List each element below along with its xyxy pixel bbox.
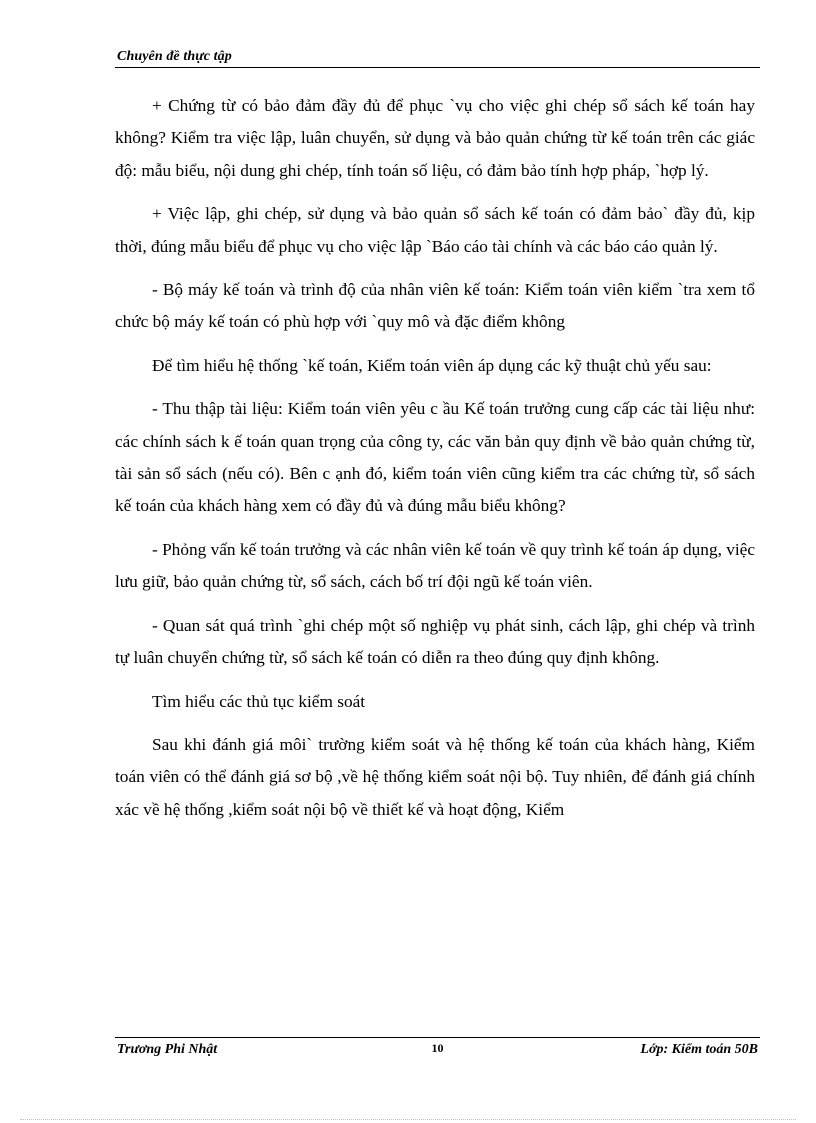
paragraph: - Quan sát quá trình `ghi chép một số nghiệp vụ phát sinh, cách lập, ghi chép và trình tự luân chuyển chứng từ, sổ sách kế toán có diễn ra theo đúng quy định không. xyxy=(115,615,755,668)
page-edge-divider xyxy=(20,1119,796,1120)
paragraph: + Việc lập, ghi chép, sử dụng và bảo quản sổ sách kế toán có đảm bảo` đầy đủ, kịp thời, đúng mẫu biểu để phục vụ cho việc lập `Báo cáo tài chính và các báo cáo quản lý. xyxy=(115,204,755,256)
paragraph: - Thu thập tài liệu: Kiểm toán viên yêu c ầu Kế toán trưởng cung cấp các tài liệu như: các chính sách k ế toán quan trọng của công ty, các văn bản quy định về bảo quản chứng từ, tài sản sổ sách (nếu có). Bên c ạnh đó, kiểm toán viên cũng kiểm tra các chứng từ, sổ sách kế toán của khách hàng xem có đầy đủ và đúng mẫu biểu không? xyxy=(115,399,755,516)
page-header xyxy=(115,47,760,68)
section-heading: Tìm hiểu các thủ tục kiểm soát xyxy=(152,691,366,711)
paragraph: - Phỏng vấn kế toán trưởng và các nhân viên kế toán về quy trình kế toán áp dụng, việc lưu giữ, bảo quản chứng từ, sổ sách, cách bố trí đội ngũ kế toán viên. xyxy=(115,539,756,592)
document-body xyxy=(115,90,755,837)
header-title: Chuyên đề thực tập xyxy=(117,49,232,64)
paragraph: Để tìm hiểu hệ thống `kế toán, Kiểm toán viên áp dụng các kỹ thuật chủ yếu sau: xyxy=(152,355,712,375)
footer-author: Trương Phi Nhật xyxy=(117,1042,218,1057)
page-footer xyxy=(115,1037,760,1066)
paragraph: Sau khi đánh giá môi` trường kiểm soát và hệ thống kế toán của khách hàng, Kiểm toán viên có thể đánh giá sơ bộ ,về hệ thống kiểm soát nội bộ. Tuy nhiên, để đánh giá chính xác về hệ thống ,kiểm soát nội bộ về thiết kế và hoạt động, Kiểm xyxy=(115,734,755,819)
page-number: 10 xyxy=(431,1041,444,1055)
paragraph: + Chứng từ có bảo đảm đầy đủ để phục `vụ cho việc ghi chép sổ sách kế toán hay không? Kiểm tra việc lập, luân chuyển, sử dụng và bảo quản chứng từ kế toán trên các giác độ: mẫu biểu, nội dung ghi chép, tính toán số liệu, có đảm bảo tính hợp pháp, `hợp lý. xyxy=(115,96,755,180)
paragraph: - Bộ máy kế toán và trình độ của nhân viên kế toán: Kiểm toán viên kiểm `tra xem tổ chức bộ máy kế toán có phù hợp với `quy mô và đặc điểm không xyxy=(115,280,755,332)
footer-class-label: Lớp: Kiểm toán 50B xyxy=(640,1042,758,1057)
